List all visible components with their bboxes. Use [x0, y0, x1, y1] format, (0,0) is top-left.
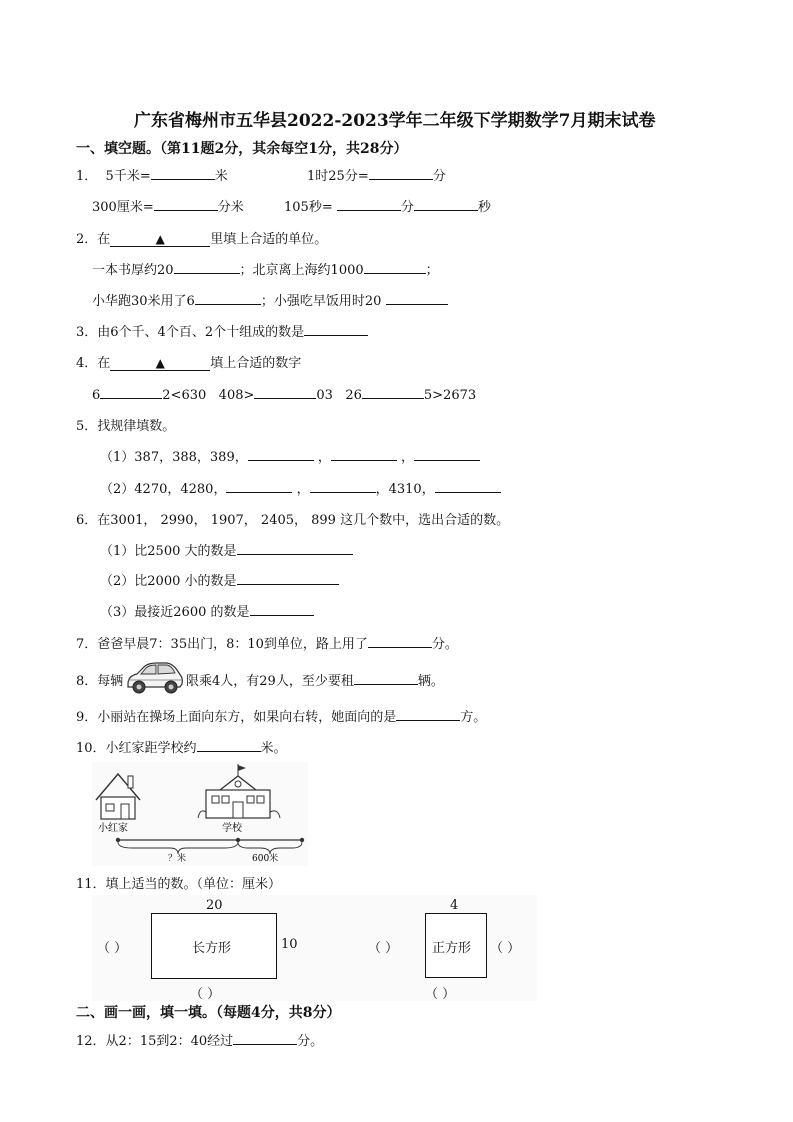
- question-1-line-2: 300厘米= 分米: [92, 196, 244, 215]
- page-title: 广东省梅州市五华县2022-2023学年二年级下学期数学7月期末试卷: [134, 111, 656, 131]
- question-7: 7．爸爸早晨7：35出门，8：10到单位，路上用了 分。: [76, 633, 458, 652]
- question-10: 10．小红家距学校约 米。: [76, 737, 287, 756]
- square-bottom-blank[interactable]: （ ）: [425, 987, 456, 1002]
- answer-blank[interactable]: [354, 670, 418, 685]
- answer-blank[interactable]: [414, 196, 478, 211]
- question-2-line-1: 一本书厚约20 ；北京离上海约1000 ；: [92, 259, 439, 278]
- question-6-part-1: （1）比2500 大的数是: [100, 540, 353, 559]
- question-3: 3．由6个千、4个百、2个十组成的数是: [76, 321, 368, 340]
- question-8: 8．每辆: [76, 674, 124, 689]
- question-6-part-2: （2）比2000 小的数是: [100, 570, 339, 589]
- answer-blank[interactable]: [368, 633, 432, 648]
- answer-blank[interactable]: [248, 446, 314, 461]
- answer-blank[interactable]: [233, 1030, 297, 1045]
- answer-blank[interactable]: [174, 259, 240, 274]
- section-heading-fill-blank: 一、填空题。（第11题2分，其余每空1分，共28分）: [76, 141, 408, 157]
- answer-blank[interactable]: [250, 601, 314, 616]
- rect-right-label: 10: [281, 937, 298, 952]
- known-distance-label: 600米: [252, 854, 279, 864]
- question-11: 11．填上适当的数。（单位：厘米）: [76, 877, 282, 892]
- unknown-distance-label: ？米: [168, 854, 187, 864]
- answer-blank[interactable]: [151, 165, 215, 180]
- home-label: 小红家: [98, 823, 128, 834]
- answer-blank[interactable]: [154, 196, 218, 211]
- rect-top-label: 20: [206, 898, 223, 913]
- question-5: 5．找规律填数。: [76, 419, 176, 434]
- answer-blank[interactable]: [337, 196, 401, 211]
- answer-blank[interactable]: [310, 478, 376, 493]
- question-1-line-2b: 105秒= 分 秒: [284, 196, 491, 215]
- answer-blank[interactable]: [362, 384, 424, 399]
- answer-blank[interactable]: [304, 321, 368, 336]
- answer-blank[interactable]: [435, 478, 501, 493]
- question-6: 6．在3001， 2990， 1907， 2405， 899 这几个数中，选出合适的数。: [76, 513, 510, 528]
- triangle-blank: [110, 356, 210, 371]
- question-4-line: 6 2<630 408> 03 26 5>2673: [92, 384, 476, 403]
- answer-blank[interactable]: [386, 290, 448, 305]
- triangle-blank: [110, 232, 210, 247]
- question-1-line-1: 1． 5千米= 米: [76, 165, 228, 184]
- square-left-blank[interactable]: （ ）: [368, 941, 399, 956]
- question-2: 2．在 ▲ 里填上合适的单位。: [76, 232, 328, 247]
- square-top-label: 4: [450, 898, 459, 913]
- car-icon: [125, 656, 185, 698]
- answer-blank[interactable]: [414, 446, 480, 461]
- question-1-line-1b: 1时25分= 分: [307, 165, 446, 184]
- answer-blank[interactable]: [197, 737, 261, 752]
- rect-label: 长方形: [192, 941, 232, 956]
- question-8-rest: 限乘4人，有29人，至少要租 辆。: [186, 670, 444, 689]
- question-12: 12．从2：15到2：40经过 分。: [76, 1030, 323, 1049]
- question-9: 9．小丽站在操场上面向东方，如果向右转，她面向的是 方。: [76, 706, 486, 725]
- question-2-line-2: 小华跑30米用了6 ；小强吃早饭用时20: [92, 290, 448, 309]
- answer-blank[interactable]: [100, 384, 162, 399]
- section-heading-draw: 二、画一画，填一填。（每题4分，共8分）: [76, 1005, 341, 1021]
- triangle-icon: ▲: [155, 356, 165, 370]
- square-label: 正方形: [432, 941, 472, 956]
- school-label: 学校: [222, 823, 242, 834]
- question-6-part-3: （3）最接近2600 的数是: [100, 601, 314, 620]
- answer-blank[interactable]: [364, 259, 426, 274]
- square-right-blank[interactable]: （ ）: [490, 941, 521, 956]
- answer-blank[interactable]: [396, 706, 460, 721]
- answer-blank[interactable]: [226, 478, 292, 493]
- rect-bottom-blank[interactable]: （ ）: [190, 987, 221, 1002]
- answer-blank[interactable]: [369, 165, 433, 180]
- question-5-line-1: （1）387，388，389， ， ，: [100, 446, 480, 465]
- triangle-icon: ▲: [155, 232, 165, 246]
- question-4: 4．在 ▲ 填上合适的数字: [76, 356, 302, 371]
- rect-left-blank[interactable]: （ ）: [97, 941, 128, 956]
- answer-blank[interactable]: [331, 446, 397, 461]
- question-5-line-2: （2）4270，4280， ， ，4310，: [100, 478, 501, 497]
- answer-blank[interactable]: [237, 540, 353, 555]
- answer-blank[interactable]: [195, 290, 261, 305]
- answer-blank[interactable]: [254, 384, 316, 399]
- answer-blank[interactable]: [237, 570, 339, 585]
- distance-figure: [92, 762, 308, 866]
